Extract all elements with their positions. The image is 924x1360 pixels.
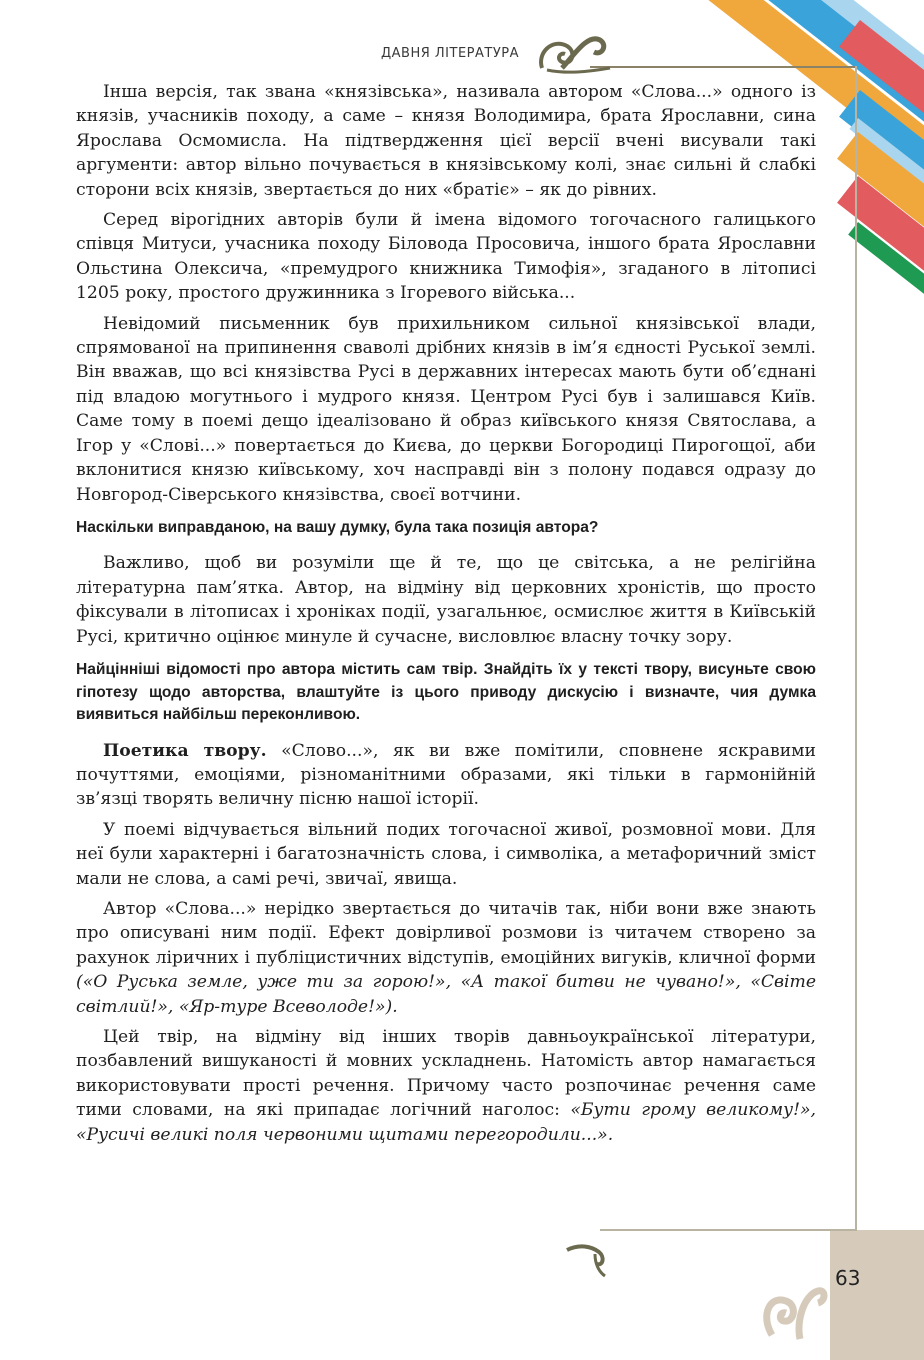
page-frame-bottom: [600, 1229, 857, 1231]
paragraph: [76, 739, 816, 812]
paragraph: У поемі відчувається вільний подих тогочасної живої, розмовної мови. Для неї були характерні і багатозначність слова, і символіка, а метафоричний зміст мали не слова, а самі речі, звичаї, явища.: [76, 819, 816, 889]
paragraph-text: «Слово...», як ви вже помітили, сповнене яскравими почуттями, емоціями, різноманітними образами, які тільки в гармонійній зв’язці творять величну пісню нашої історії.: [76, 740, 816, 810]
paragraph: [76, 897, 816, 1019]
paragraph: Серед вірогідних авторів були й імена відомого тогочасного галицького співця Митуси, учасника походу Біловода Просовича, іншого брата Ярославни Ольстина Олексича, «премудрого книжника Тимофія», згаданого в літописі 1205 року, простого дружинника з Ігоревого війська...: [76, 210, 816, 304]
ornament-corner-swirl-icon: [760, 1265, 830, 1345]
margin-block: [830, 1230, 924, 1360]
paragraph: [76, 1025, 816, 1147]
running-title: ДАВНЯ ЛІТЕРАТУРА: [381, 46, 519, 61]
quote: «Бути грому великому!», «Русичі великі поля червоними щитами перегородили...».: [76, 1100, 816, 1145]
quote: («О Руська земле, уже ти за горою!», «А такої битви не чувано!», «Світе світлий!», «Яр-туре Всеволоде!»).: [76, 972, 816, 1017]
task: Найцінніші відомості про автора містить сам твір. Знайдіть їх у тексті твору, висуньте свою гіпотезу щодо авторства, влаштуйте із цього приводу дискусію і визначте, чия думка виявиться найбільш переконливою.: [76, 661, 816, 724]
page-frame-right: [855, 66, 857, 1230]
section-heading: Поетика твору.: [103, 740, 267, 761]
header-rule: [590, 66, 856, 68]
paragraph-text: Автор «Слова...» нерідко звертається до читачів так, ніби вони вже знають про описувані ним події. Ефект довірливої розмови із читачем створено за рахунок ліричних і публіцистичних відступів, емоційних вигуків, кличної форми: [76, 898, 816, 968]
paragraph-text: Цей твір, на відміну від інших творів давньоукраїнської літератури, позбавлений вишуканості й мовних ускладнень. Натомість автор намагається використовувати прості речення. Причому часто розпочинає речення саме тими словами, на які припадає логічний наголос:: [76, 1027, 816, 1121]
page-number: 63: [835, 1266, 861, 1290]
body-text: [76, 80, 816, 1153]
paragraph: Важливо, щоб ви розуміли ще й те, що це світська, а не релігійна літературна пам’ятка. Автор, на відміну від церковних хроністів, що просто фіксували в літописах і хроніках події, узагальнює, осмислює життя в Київській Русі, критично оцінює минуле й сучасне, висловлює власну точку зору.: [76, 553, 816, 647]
ornament-flourish-small-icon: [565, 1242, 615, 1278]
question: Наскільки виправданою, на вашу думку, була така позиція автора?: [76, 518, 599, 536]
ornament-flourish-icon: [532, 28, 612, 78]
paragraph: Невідомий письменник був прихильником сильної князівської влади, спрямованої на припинення сваволі дрібних князів в ім’я єдності Руської землі. Він вважав, що всі князівства Русі в державних інтересах мають бути об’єднані під владою могутнього і мудрого князя. Центром Русі був і залишався Київ. Саме тому в поемі дещо ідеалізовано й образ київського князя Святослава, а Ігор у «Слові...» повертається до Києва, до церкви Богородиці Пирогощої, аби вклонитися князю київському, хоч насправді він з полону подався одразу до Новгород-Сіверського князівства, своєї вотчини.: [76, 313, 816, 505]
paragraph: Інша версія, так звана «князівська», називала автором «Слова...» одного із князів, учасників походу, а саме – князя Володимира, брата Ярославни, сина Ярослава Осмомисла. На підтвердження цієї версії вчені висували такі аргументи: автор вільно почувається в князівському колі, знає сильні й слабкі сторони всіх князів, звертається до них «братіє» – як до рівних.: [76, 82, 816, 200]
